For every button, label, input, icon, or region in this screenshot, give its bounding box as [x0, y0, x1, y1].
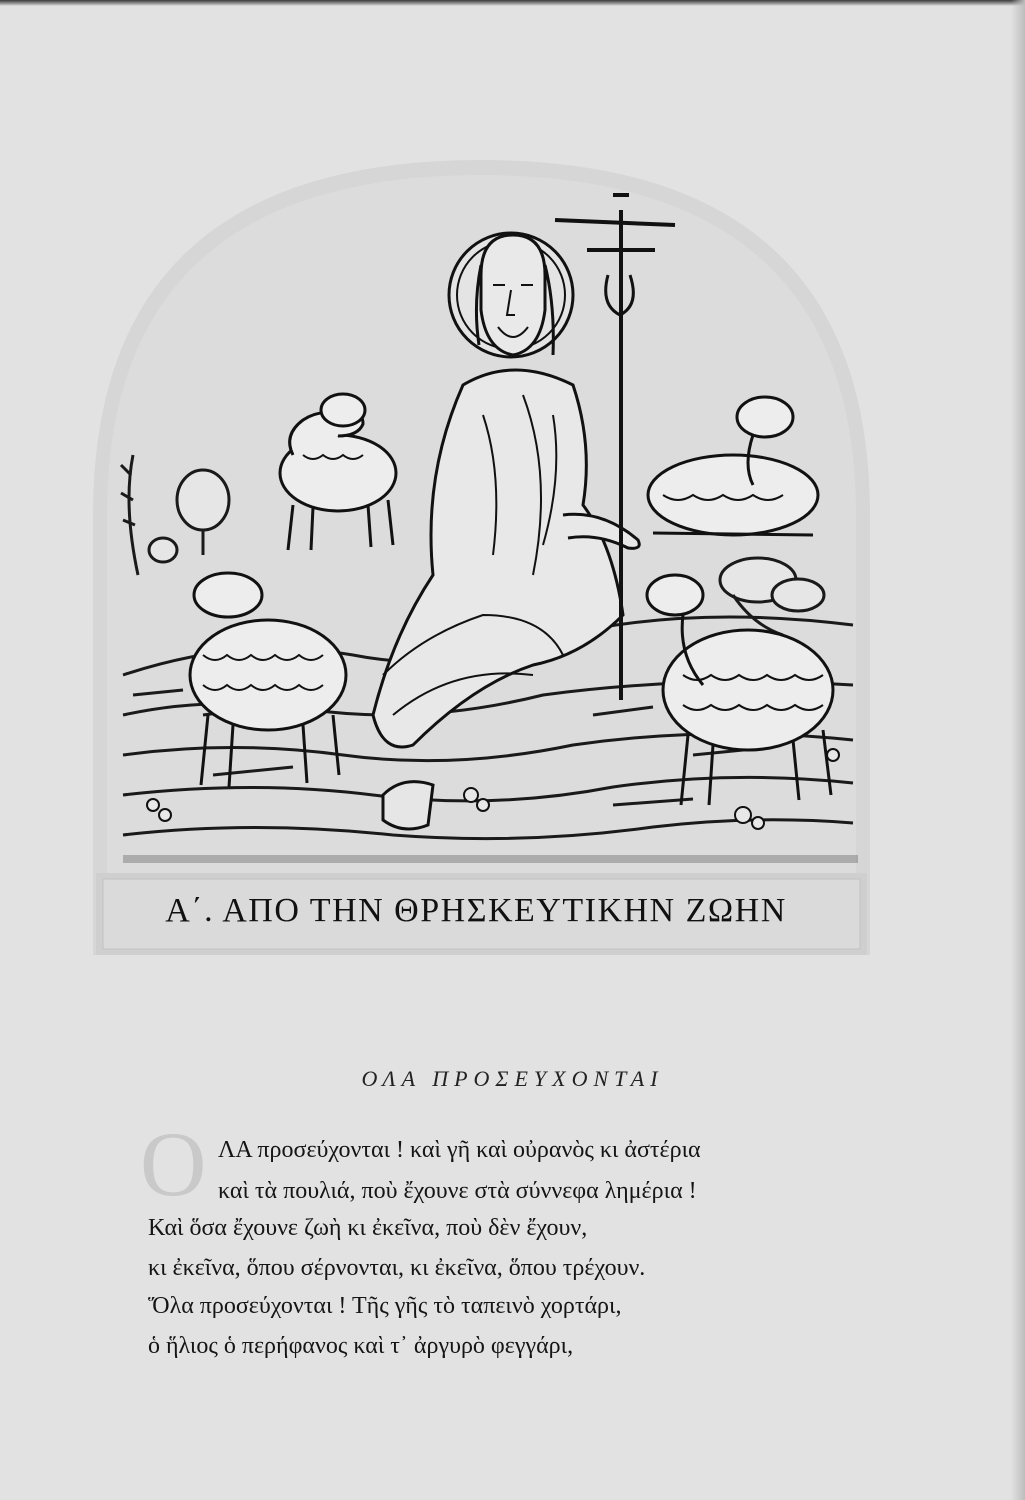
chapter-title: Α΄. ΑΠΟ ΤΗΝ ΘΡΗΣΚΕΥΤΙΚΗΝ ΖΩΗΝ: [165, 892, 787, 929]
poem-line-3: Καὶ ὅσα ἔχουνε ζωὴ κι ἐκεῖνα, ποὺ δὲν ἔχουν,: [148, 1215, 588, 1241]
poem-line-2: καὶ τὰ πουλιά, ποὺ ἔχουνε στὰ σύννεφα λημέρια !: [218, 1178, 697, 1204]
poem-line-5: Ὅλα προσεύχονται ! Τῆς γῆς τὸ ταπεινὸ χορτάρι,: [148, 1293, 622, 1319]
scan-edge-right: [1011, 0, 1025, 1500]
poem-line-4: κι ἐκεῖνα, ὅπου σέρνονται, κι ἐκεῖνα, ὅπου τρέχουν.: [148, 1255, 646, 1281]
scan-edge-top: [0, 0, 1025, 6]
drop-cap-letter: Ο: [140, 1113, 207, 1215]
poem-line-6: ὁ ἥλιος ὁ περήφανος καὶ τ᾽ ἀργυρὸ φεγγάρι,: [148, 1333, 574, 1359]
poem-line-1: ΛΑ προσεύχονται ! καὶ γῆ καὶ οὐρανὸς κι ἀστέρια: [218, 1137, 701, 1163]
poem-heading: ΟΛΑ ΠΡΟΣΕΥΧΟΝΤΑΙ: [361, 1066, 664, 1091]
shepherd-woodcut-illustration: [93, 155, 870, 955]
chapter-banner: [96, 873, 856, 949]
